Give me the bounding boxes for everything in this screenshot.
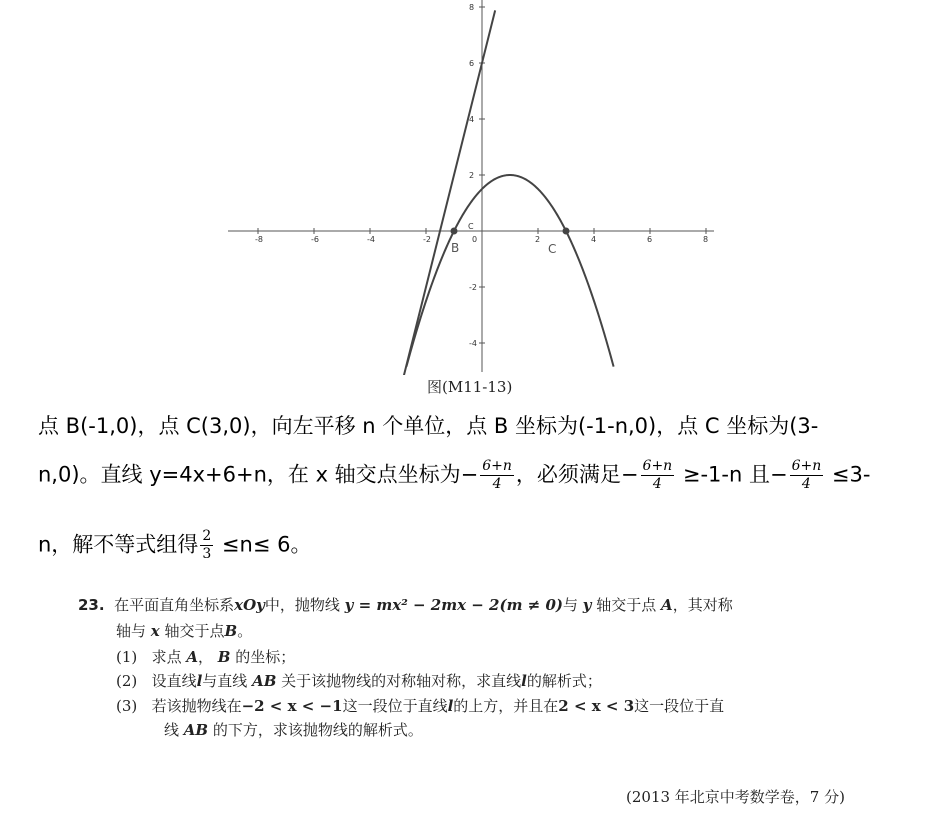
solution-text: ≤3- (825, 462, 871, 487)
problem-text: 在平面直角坐标系 (114, 596, 235, 614)
math-xoy: xOy (234, 596, 265, 614)
x-tick-label: 6 (647, 235, 653, 244)
math-point-a: A (186, 648, 198, 666)
question-text: 与直线 (202, 672, 253, 690)
question-text: 若该抛物线在 (151, 697, 242, 715)
problem-text: 与 (563, 596, 583, 614)
x-tick-label: -6 (311, 235, 319, 244)
fraction-denominator: 4 (652, 476, 662, 492)
y-tick-label: -2 (469, 283, 477, 292)
question-3 (116, 695, 724, 716)
solution-line-3 (38, 528, 311, 563)
fraction (641, 458, 675, 493)
fraction-numerator: 6+n (482, 458, 512, 474)
math-x: x (150, 622, 160, 640)
y-tick-label: 6 (469, 59, 475, 68)
x-tick-label: 8 (703, 235, 709, 244)
math-y: y (582, 596, 592, 614)
question-text: 关于该抛物线的对称轴对称，求直线 (276, 672, 522, 690)
question-text: 设直线 (151, 672, 197, 690)
x-tick-label: -4 (367, 235, 375, 244)
x-tick-label: -8 (255, 235, 263, 244)
question-text: 求点 (151, 648, 187, 666)
solution-text: ≤n≤ 6。 (215, 532, 312, 557)
math-point-a: A (661, 596, 673, 614)
question-text: 的下方，求该抛物线的解析式。 (208, 721, 423, 739)
x-tick-label: 2 (535, 235, 541, 244)
solution-line-2 (38, 458, 870, 493)
problem-number: 23. (78, 596, 105, 614)
problem-text: 轴交于点 (159, 622, 225, 640)
figure-caption: 图(M11-13) (427, 378, 513, 396)
problem-text: 中，抛物线 (264, 596, 345, 614)
fraction-denominator: 4 (801, 476, 811, 492)
question-text: ， (197, 648, 218, 666)
fraction-numerator: 2 (202, 528, 212, 544)
math-point-b: B (217, 648, 231, 666)
x-tick-label: -2 (423, 235, 431, 244)
y-tick-label: -4 (469, 339, 477, 348)
x-tick-label: 0 (472, 235, 478, 244)
solution-text: ，必须满足− (515, 462, 639, 487)
solution-text: n,0)。直线 y=4x+6+n，在 x 轴交点坐标为− (38, 462, 479, 487)
fraction-denominator: 3 (202, 546, 212, 562)
fraction-numerator: 6+n (791, 458, 822, 474)
origin-label: C (468, 222, 474, 231)
parabola-equation: y = mx² − 2mx − 2(m ≠ 0) (344, 596, 563, 614)
solution-line-1: 点 B(-1,0)，点 C(3,0)，向左平移 n 个单位，点 B 坐标为(-1-n,0)，点 C 坐标为(3- (38, 414, 819, 438)
fraction (790, 458, 824, 493)
point-b (451, 228, 458, 235)
function-graph (0, 0, 950, 375)
question-text: 这一段位于直 (634, 697, 725, 715)
fraction-numerator: 6+n (642, 458, 673, 474)
math-line-l: l (196, 672, 203, 690)
parabola-curve (406, 175, 613, 367)
problem-text: 。 (237, 622, 253, 640)
math-line-l: l (521, 672, 527, 690)
fraction-denominator: 4 (492, 476, 502, 492)
math-line-ab: AB (252, 672, 277, 690)
problem-line-1 (78, 594, 733, 615)
y-tick-label: 4 (469, 115, 475, 124)
math-point-b: B (224, 622, 238, 640)
question-3-cont (164, 719, 423, 740)
problem-text: ，其对称 (672, 596, 733, 614)
math-range-1: −2 < x < −1 (241, 697, 343, 715)
question-text: 线 (164, 721, 184, 739)
y-tick-label: 8 (469, 3, 475, 12)
question-text: 的上方，并且在 (453, 697, 559, 715)
y-tick-label: 2 (469, 171, 475, 180)
fraction (480, 458, 514, 493)
point-c-label: C (548, 242, 557, 256)
question-text: 的解析式； (526, 672, 602, 690)
question-1 (116, 646, 295, 667)
fraction-two-thirds (200, 528, 213, 563)
math-line-l: l (447, 697, 454, 715)
source-citation: (2013 年北京中考数学卷，7 分) (626, 788, 845, 806)
problem-text: 轴与 (116, 622, 151, 640)
problem-line-2 (116, 620, 252, 641)
solution-text: ≥-1-n 且− (676, 462, 788, 487)
question-text: 这一段位于直线 (342, 697, 448, 715)
math-range-2: 2 < x < 3 (558, 697, 635, 715)
x-tick-label: 4 (591, 235, 597, 244)
problem-text: 轴交于点 (591, 596, 662, 614)
question-number: (2) (116, 672, 138, 690)
math-line-ab: AB (183, 721, 209, 739)
solution-text: n，解不等式组得 (38, 532, 199, 557)
question-text: 的坐标； (230, 648, 296, 666)
point-c (563, 228, 570, 235)
line-y-4x-6 (404, 10, 496, 375)
question-number: (1) (116, 648, 138, 666)
question-number: (3) (116, 697, 138, 715)
point-b-label: B (451, 241, 460, 255)
question-2 (116, 670, 602, 691)
